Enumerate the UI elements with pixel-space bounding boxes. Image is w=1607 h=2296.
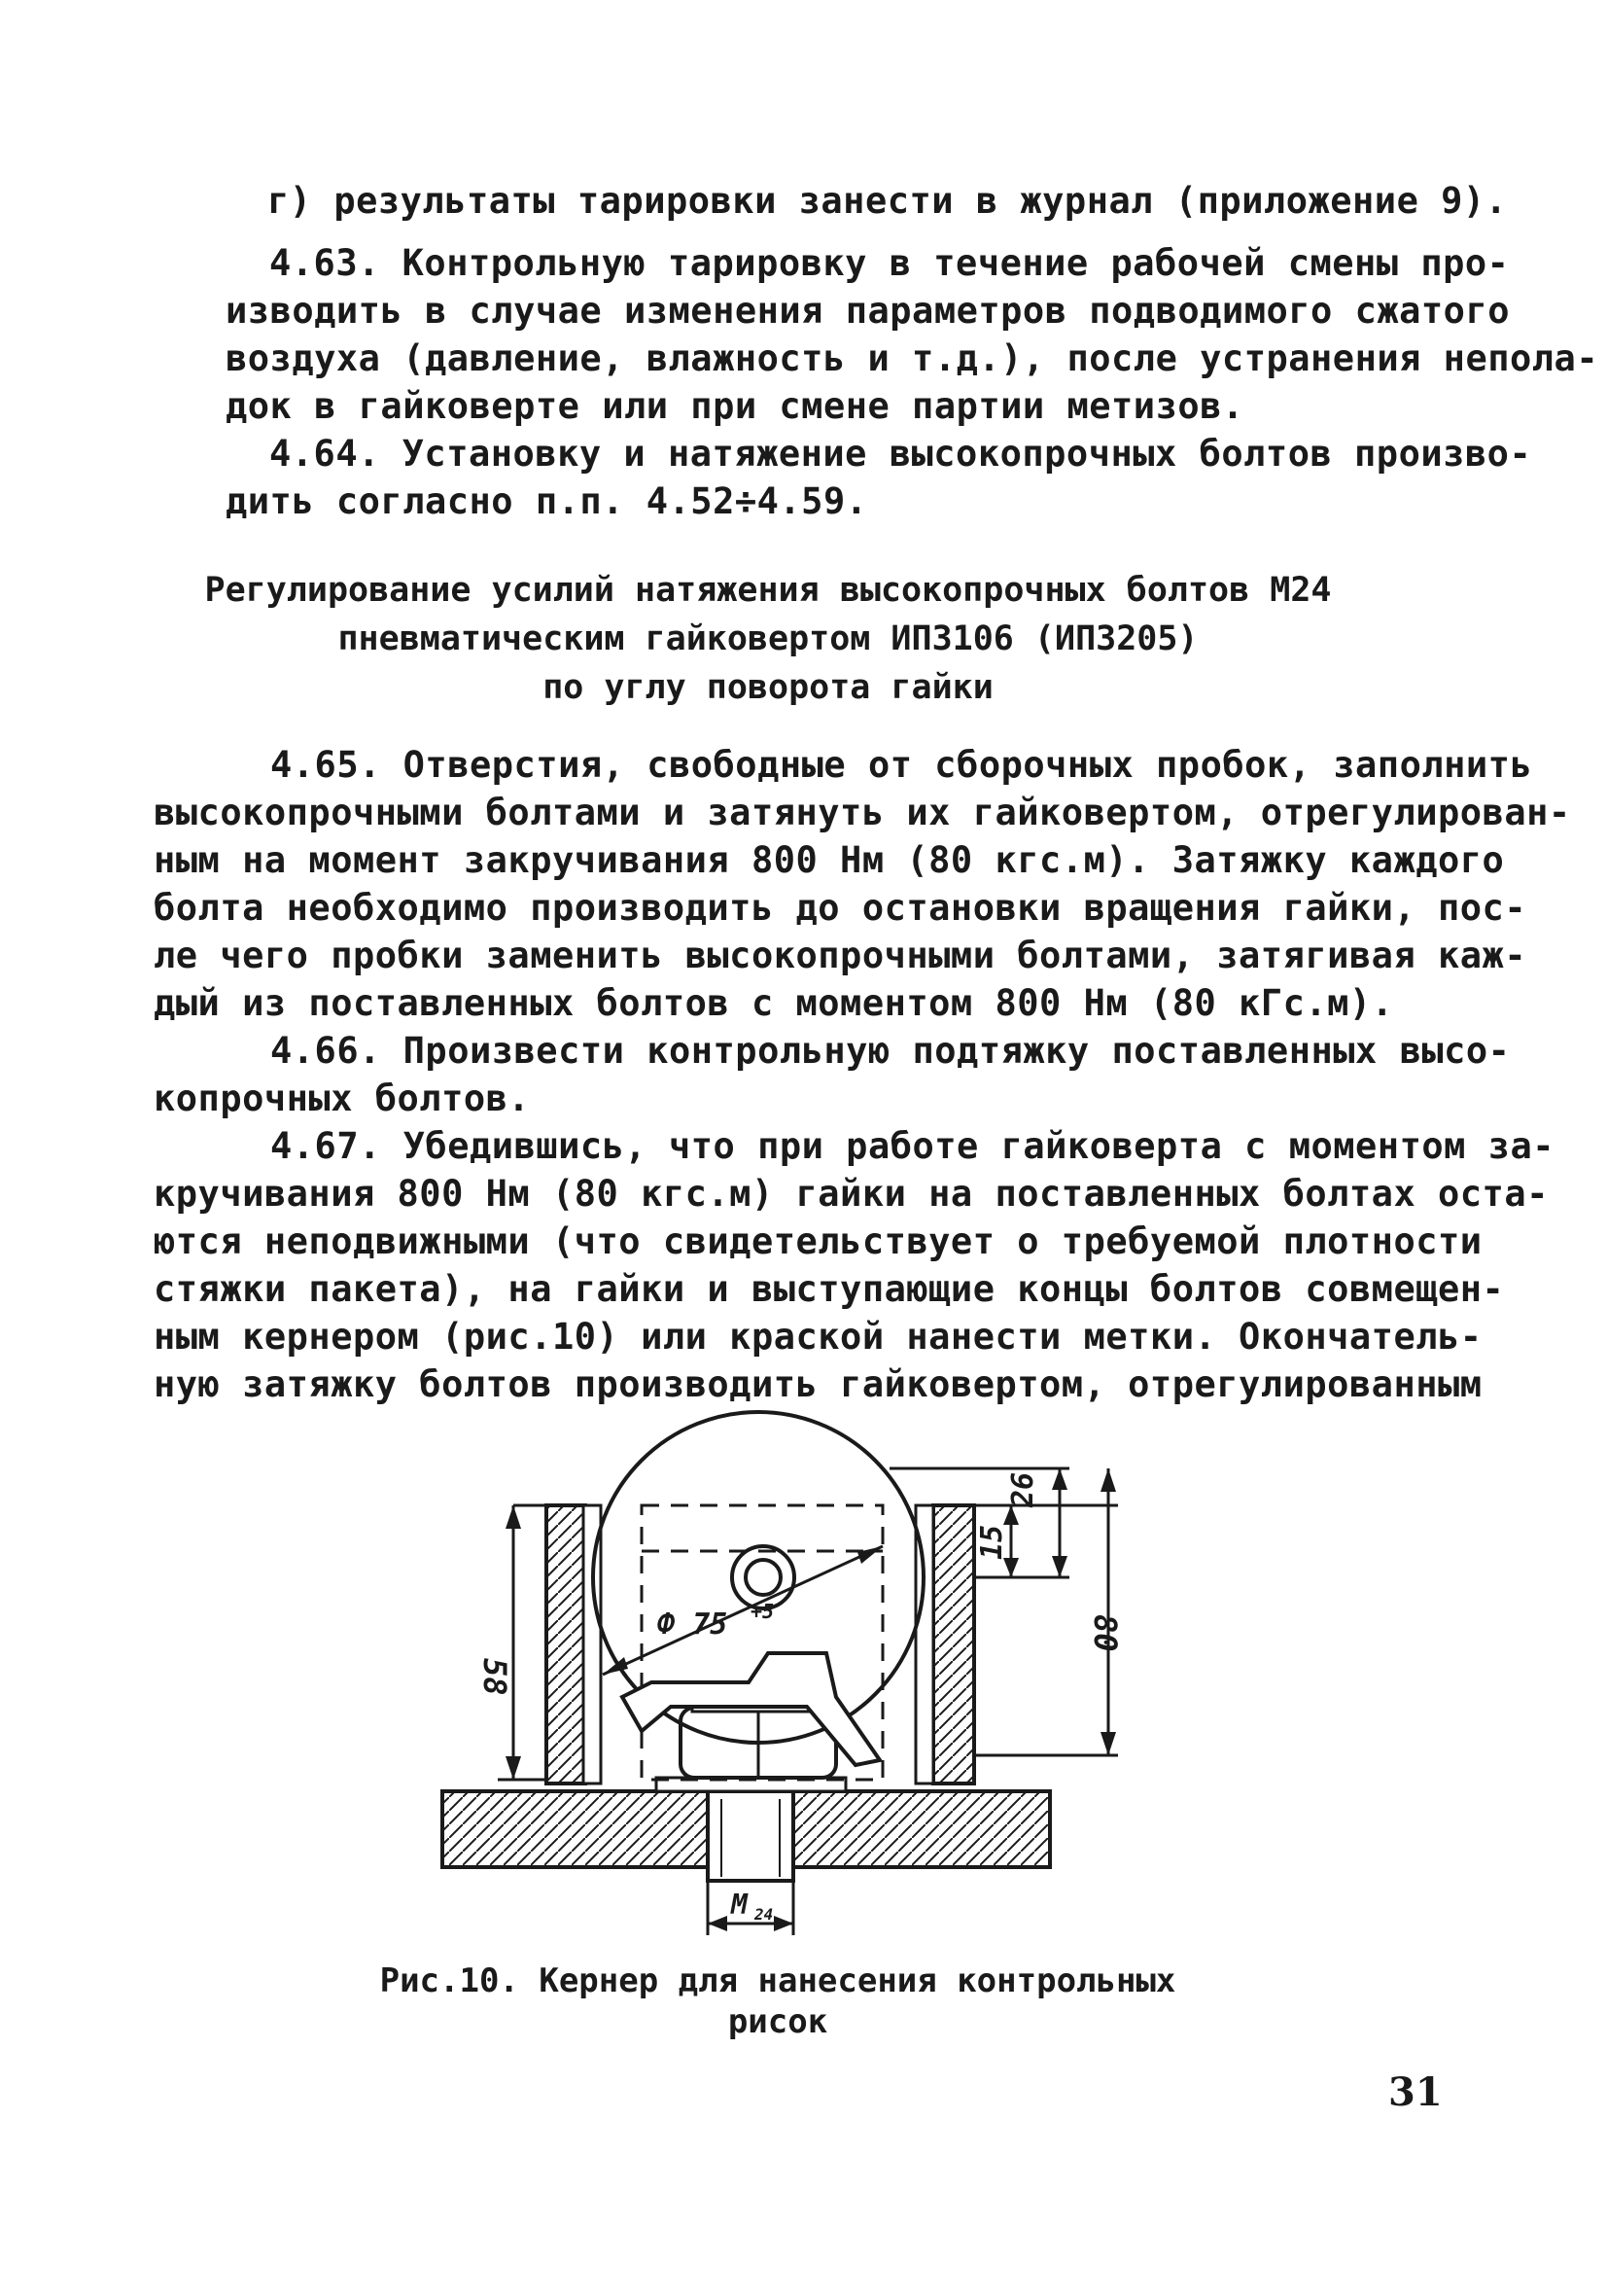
- dim-15-label: 15: [975, 1524, 1009, 1560]
- section-heading: Регулирование усилий натяжения высокопрочных болтов М24 пневматическим гайковертом ИП3106 (ИП3205) по углу поворота гайки: [204, 571, 1332, 707]
- diameter-label: Ф 75: [657, 1607, 728, 1642]
- diameter-tolerance-label: +5: [751, 1600, 775, 1623]
- paragraph-item-g: г) результаты тарировки занести в журнал (приложение 9).: [267, 180, 1508, 222]
- left-guide: [546, 1505, 585, 1784]
- paragraph-4-65: 4.65. Отверстия, свободные от сборочных пробок, заполнить высокопрочными болтами и затянуть их гайковертом, отрегулирован- ным на момент закручивания 800 Нм (80 кгс.м). Затяжку каждого болта необходимо производить до остановки вращения гайки, пос- ле чего пробки заменить высокопрочными болтами, затягивая каж- дый из поставленных болтов с моментом 800 Нм (80 кГс.м).: [154, 744, 1571, 1024]
- thread-label: М: [731, 1889, 748, 1921]
- right-guide: [933, 1505, 974, 1784]
- paragraph-4-63: 4.63. Контрольную тарировку в течение рабочей смены про- изводить в случае изменения параметров подводимого сжатого воздуха (давление, влажность и т.д.), после устранения непола- док в гайковерте или при смене партии метизов.: [226, 242, 1599, 427]
- page-number: 31: [1388, 2069, 1443, 2115]
- figure-caption: Рис.10. Кернер для нанесения контрольных рисок: [379, 1961, 1176, 2041]
- dim-80-label: 80: [1087, 1614, 1124, 1652]
- dim-58-label: 58: [476, 1658, 513, 1696]
- thread-size-label: 24: [754, 1905, 774, 1924]
- paragraph-4-64: 4.64. Установку и натяжение высокопрочных болтов произво- дить согласно п.п. 4.52÷4.59.: [226, 433, 1532, 522]
- diameter-line: [603, 1546, 883, 1675]
- paragraph-4-67: 4.67. Убедившись, что при работе гайковерта с моментом за- кручивания 800 Нм (80 кгс.м) гайки на поставленных болтах оста- ются неподвижными (что свидетельствует о требуемой плотности стяжки пакета), на гайки и выступающие концы болтов совмещен- ным кернером (рис.10) или краской нанести метки. Окончатель- ную затяжку болтов производить гайковертом, отрегулированным: [154, 1125, 1555, 1405]
- paragraph-4-66: 4.66. Произвести контрольную подтяжку поставленных высо- копрочных болтов.: [154, 1030, 1511, 1119]
- dim-26-label: 26: [1006, 1471, 1040, 1507]
